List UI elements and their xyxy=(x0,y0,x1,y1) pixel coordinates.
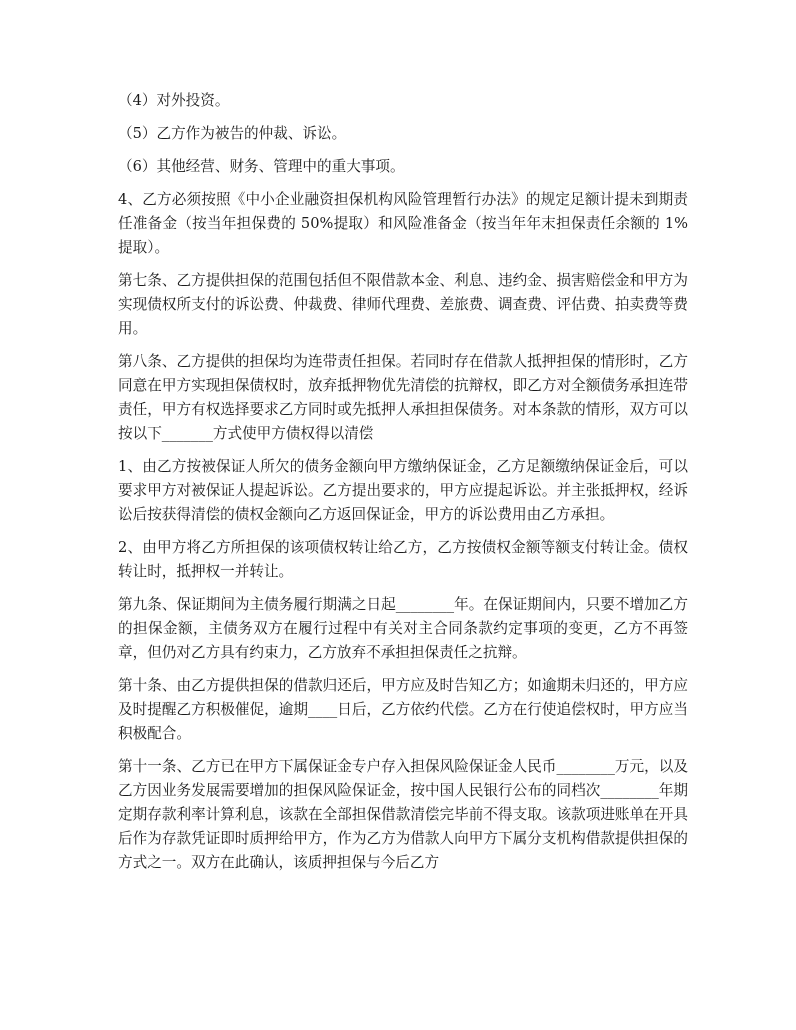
paragraph-item-6: （6）其他经营、财务、管理中的重大事项。 xyxy=(118,158,405,175)
paragraph-article-10: 第十条、由乙方提供担保的借款归还后，甲方应及时告知乙方；如逾期未归还的，甲方应及时提醒乙方积极催促，逾期____日后，乙方依约代偿。乙方在行使追偿权时，甲方应当积极配合。 xyxy=(118,677,688,742)
paragraph-article-9: 第九条、保证期间为主债务履行期满之日起________年。在保证期间内，只要不增加乙方的担保金额，主债务双方在履行过程中有关对主合同条款约定事项的变更，乙方不再签章，但仍对乙方具有约束力，乙方放弃不承担担保责任之抗辩。 xyxy=(118,596,688,661)
paragraph-article-7: 第七条、乙方提供担保的范围包括但不限借款本金、利息、违约金、损害赔偿金和甲方为实现债权所支付的诉讼费、仲裁费、律师代理费、差旅费、调查费、评估费、拍卖费等费用。 xyxy=(118,272,688,337)
paragraph-clause-4-reserves: 4、乙方必须按照《中小企业融资担保机构风险管理暂行办法》的规定足额计提未到期责任准备金（按当年担保费的 50%提取）和风险准备金（按当年年末担保责任余额的 1%提取）。 xyxy=(118,191,688,256)
paragraph-option-1: 1、由乙方按被保证人所欠的债务金额向甲方缴纳保证金，乙方足额缴纳保证金后，可以要求甲方对被保证人提起诉讼。乙方提出要求的，甲方应提起诉讼。并主张抵押权，经诉讼后按获得清偿的债权金额向乙方返回保证金，甲方的诉讼费用由乙方承担。 xyxy=(118,458,688,523)
paragraph-option-2: 2、由甲方将乙方所担保的该项债权转让给乙方，乙方按债权金额等额支付转让金。债权转让时，抵押权一并转让。 xyxy=(118,539,688,580)
document-body xyxy=(118,89,688,884)
paragraph-article-11: 第十一条、乙方已在甲方下属保证金专户存入担保风险保证金人民币________万元，以及乙方因业务发展需要增加的担保风险保证金，按中国人民银行公布的同档次________年期定期存款利率计算利息，该款在全部担保借款清偿完毕前不得支取。该款项进账单在开具后作为存款凭证即时质押给甲方，作为乙方为借款人向甲方下属分支机构借款提供担保的方式之一。双方在此确认，该质押担保与今后乙方 xyxy=(118,758,688,871)
paragraph-item-5: （5）乙方作为被告的仲裁、诉讼。 xyxy=(118,125,347,142)
paragraph-article-8: 第八条、乙方提供的担保均为连带责任担保。若同时存在借款人抵押担保的情形时，乙方同意在甲方实现担保债权时，放弃抵押物优先清偿的抗辩权，即乙方对全额债务承担连带责任，甲方有权选择要求乙方同时或先抵押人承担担保债务。对本条款的情形，双方可以按以下_______方式使甲方债权得以清偿 xyxy=(118,353,688,442)
paragraph-item-4: （4）对外投资。 xyxy=(118,92,230,109)
